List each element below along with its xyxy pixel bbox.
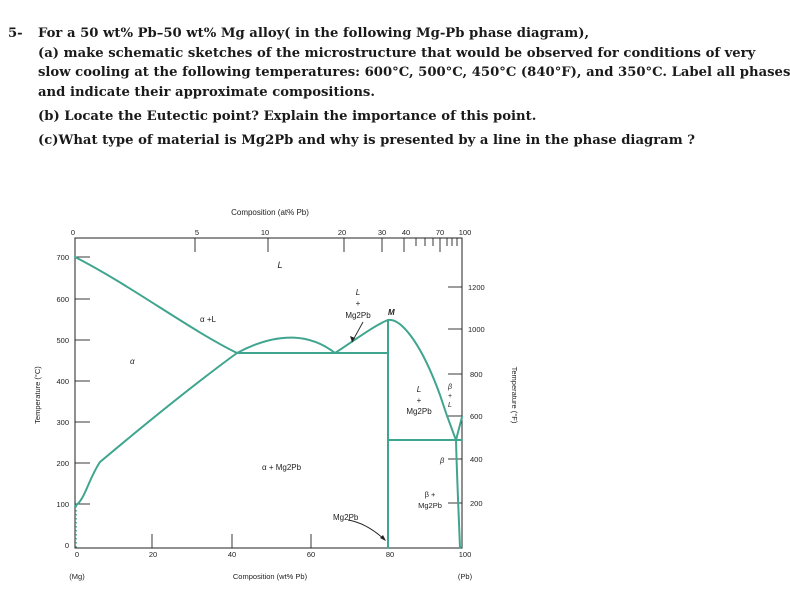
liquidus-alpha bbox=[75, 257, 237, 353]
bottom-axis-title: Composition (wt% Pb) bbox=[232, 572, 308, 581]
top-tick-30: 30 bbox=[377, 228, 387, 237]
label-m-point: M bbox=[388, 308, 395, 317]
question-line-6: (c)What type of material is Mg2Pb and why is presented by a line in the phase diagram ? bbox=[38, 133, 695, 148]
label-beta-l-1: β bbox=[448, 384, 452, 391]
label-l-mg2pb-3: Mg2Pb bbox=[345, 311, 371, 320]
label-l-mg2pb-2: + bbox=[355, 299, 361, 308]
right-tick-1200: 1200 bbox=[468, 283, 485, 292]
label-beta-l-2: + bbox=[447, 393, 453, 400]
top-tick-100: 100 bbox=[458, 228, 472, 237]
top-tick-0: 0 bbox=[70, 228, 76, 237]
label-beta-mg2pb-1: β + bbox=[424, 490, 436, 499]
bottom-tick-20: 20 bbox=[148, 550, 158, 559]
left-tick-700: 700 bbox=[56, 253, 69, 262]
liquidus-mg2pb-left bbox=[237, 338, 335, 353]
question-number: 5- bbox=[8, 26, 23, 41]
phase-region-labels bbox=[130, 260, 452, 522]
left-tick-600: 600 bbox=[56, 295, 69, 304]
left-tick-400: 400 bbox=[56, 377, 69, 386]
plot-frame bbox=[75, 238, 462, 548]
phase-boundaries bbox=[75, 257, 462, 548]
label-l-mg2pb-right-1: L bbox=[416, 385, 422, 394]
top-axis-title: Composition (at% Pb) bbox=[231, 208, 309, 217]
top-axis-ticks bbox=[75, 238, 462, 252]
arrow-to-mg2pb bbox=[348, 520, 385, 540]
question-line-5: (b) Locate the Eutectic point? Explain the importance of this point. bbox=[38, 109, 537, 124]
right-tick-600: 600 bbox=[470, 412, 483, 421]
left-tick-0: 0 bbox=[64, 541, 69, 550]
liquidus-beta bbox=[456, 417, 462, 440]
left-tick-300: 300 bbox=[56, 418, 69, 427]
left-tick-500: 500 bbox=[56, 336, 69, 345]
bottom-tick-60: 60 bbox=[306, 550, 316, 559]
question-line-3: slow cooling at the following temperatures: 600°C, 500°C, 450°C (840°F), and 350°C. Label all phases bbox=[38, 65, 790, 80]
bottom-tick-40: 40 bbox=[227, 550, 237, 559]
bottom-axis-ticks bbox=[152, 534, 311, 548]
right-tick-200: 200 bbox=[470, 499, 483, 508]
question-line-2: (a) make schematic sketches of the microstructure that would be observed for conditions of very bbox=[38, 46, 756, 61]
label-l-mg2pb-right-3: Mg2Pb bbox=[406, 407, 432, 416]
top-tick-10: 10 bbox=[260, 228, 270, 237]
top-tick-40: 40 bbox=[401, 228, 411, 237]
left-tick-200: 200 bbox=[56, 459, 69, 468]
bottom-tick-0: 0 bbox=[74, 550, 80, 559]
label-mg2pb-pointer: Mg2Pb bbox=[333, 513, 359, 522]
right-axis-title: Temperature (°F) bbox=[510, 366, 519, 424]
left-axis-title: Temperature (°C) bbox=[33, 366, 42, 424]
label-l-mg2pb-right-2: + bbox=[416, 396, 422, 405]
bottom-tick-80: 80 bbox=[385, 550, 395, 559]
label-alpha-liquid: α +L bbox=[200, 315, 216, 324]
bottom-tick-100: 100 bbox=[458, 550, 472, 559]
left-tick-100: 100 bbox=[56, 500, 69, 509]
liquidus-mg2pb-far-right bbox=[388, 320, 456, 440]
label-beta-l-3: L bbox=[448, 402, 452, 409]
left-axis-ticks bbox=[75, 257, 90, 504]
label-l-mg2pb-1: L bbox=[355, 288, 361, 297]
label-beta-small: β bbox=[440, 456, 445, 465]
question-line-1: For a 50 wt% Pb–50 wt% Mg alloy( in the following Mg-Pb phase diagram), bbox=[38, 26, 590, 41]
solvus-beta bbox=[456, 440, 460, 548]
question-line-4: and indicate their approximate compositions. bbox=[38, 85, 375, 100]
label-alpha-mg2pb: α + Mg2Pb bbox=[262, 463, 302, 472]
bottom-right-end-label: (Pb) bbox=[457, 572, 473, 581]
top-tick-5: 5 bbox=[194, 228, 200, 237]
right-tick-800: 800 bbox=[470, 370, 483, 379]
top-tick-70: 70 bbox=[435, 228, 445, 237]
solvus-solidus-alpha bbox=[75, 353, 237, 506]
right-tick-400: 400 bbox=[470, 455, 483, 464]
label-alpha: α bbox=[130, 357, 135, 366]
top-tick-20: 20 bbox=[337, 228, 347, 237]
right-tick-1000: 1000 bbox=[468, 325, 485, 334]
label-beta-mg2pb-2: Mg2Pb bbox=[418, 501, 442, 510]
label-liquid: L bbox=[277, 260, 283, 270]
bottom-left-end-label: (Mg) bbox=[69, 572, 85, 581]
